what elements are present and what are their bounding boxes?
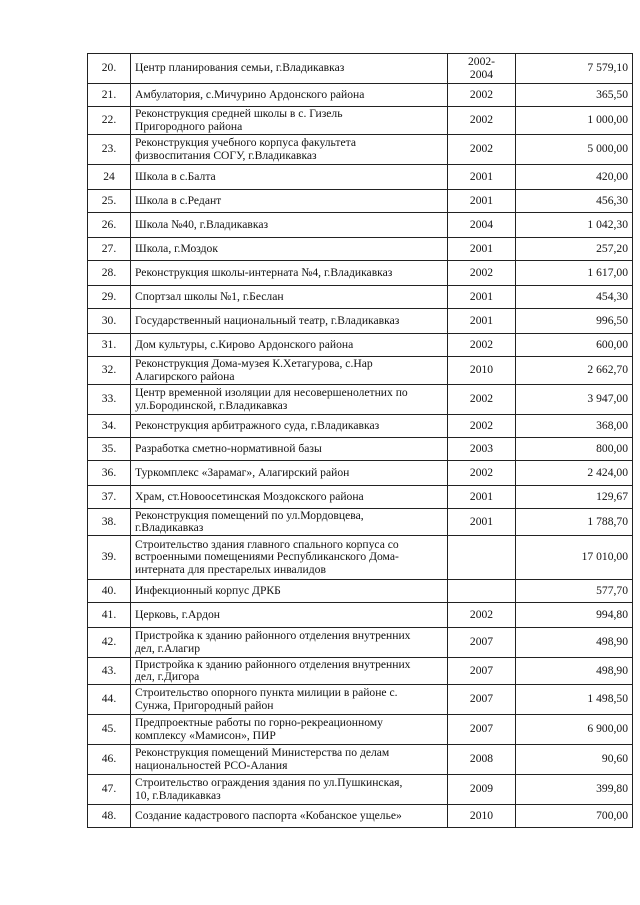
row-number: 37. xyxy=(88,486,131,509)
row-year: 2001 xyxy=(448,238,516,261)
object-name: Разработка сметно-нормативной базы xyxy=(131,438,448,461)
row-year: 2002- 2004 xyxy=(448,54,516,84)
row-year: 2002 xyxy=(448,261,516,286)
object-name: Реконструкция Дома-музея К.Хетагурова, с.Нар Алагирского района xyxy=(131,357,448,385)
row-number: 40. xyxy=(88,580,131,603)
row-amount: 1 000,00 xyxy=(516,107,633,135)
table-row xyxy=(88,165,633,190)
row-amount: 456,30 xyxy=(516,190,633,213)
table-row xyxy=(88,357,633,385)
row-number: 27. xyxy=(88,238,131,261)
row-number: 28. xyxy=(88,261,131,286)
table-row xyxy=(88,461,633,486)
object-name: Реконструкция помещений Министерства по делам национальностей РСО-Алания xyxy=(131,745,448,775)
row-number: 45. xyxy=(88,715,131,745)
row-number: 24 xyxy=(88,165,131,190)
table-row xyxy=(88,658,633,685)
table-row xyxy=(88,84,633,107)
table-row xyxy=(88,309,633,334)
row-amount: 257,20 xyxy=(516,238,633,261)
object-name: Строительство опорного пункта милиции в районе с. Сунжа, Пригородный район xyxy=(131,685,448,715)
row-number: 43. xyxy=(88,658,131,685)
table-row xyxy=(88,135,633,165)
table-row xyxy=(88,536,633,580)
row-number: 39. xyxy=(88,536,131,580)
row-amount: 498,90 xyxy=(516,658,633,685)
row-amount: 454,30 xyxy=(516,286,633,309)
object-name: Реконструкция арбитражного суда, г.Владикавказ xyxy=(131,415,448,438)
row-year: 2001 xyxy=(448,486,516,509)
row-number: 25. xyxy=(88,190,131,213)
row-year: 2007 xyxy=(448,628,516,658)
row-amount: 800,00 xyxy=(516,438,633,461)
row-amount: 368,00 xyxy=(516,415,633,438)
objects-table xyxy=(87,53,633,828)
table-row xyxy=(88,486,633,509)
row-year: 2002 xyxy=(448,603,516,628)
row-number: 34. xyxy=(88,415,131,438)
object-name: Реконструкция школы-интерната №4, г.Владикавказ xyxy=(131,261,448,286)
row-amount: 2 662,70 xyxy=(516,357,633,385)
row-number: 44. xyxy=(88,685,131,715)
row-amount: 399,80 xyxy=(516,775,633,805)
row-year: 2004 xyxy=(448,213,516,238)
row-amount: 600,00 xyxy=(516,334,633,357)
row-year: 2010 xyxy=(448,357,516,385)
row-year: 2001 xyxy=(448,309,516,334)
object-name: Строительство здания главного спального корпуса со встроенными помещениями Республиканского Дома- интерната для престарелых инвалидов xyxy=(131,536,448,580)
table-row xyxy=(88,715,633,745)
object-name: Туркомплекс «Зарамаг», Алагирский район xyxy=(131,461,448,486)
row-year: 2008 xyxy=(448,745,516,775)
row-number: 42. xyxy=(88,628,131,658)
row-year: 2001 xyxy=(448,286,516,309)
table-row xyxy=(88,213,633,238)
row-amount: 994,80 xyxy=(516,603,633,628)
row-amount: 577,70 xyxy=(516,580,633,603)
table-row xyxy=(88,286,633,309)
row-number: 29. xyxy=(88,286,131,309)
object-name: Государственный национальный театр, г.Владикавказ xyxy=(131,309,448,334)
row-year: 2001 xyxy=(448,165,516,190)
object-name: Реконструкция помещений по ул.Мордовцева, г.Владикавказ xyxy=(131,509,448,536)
object-name: Пристройка к зданию районного отделения внутренних дел, г.Алагир xyxy=(131,628,448,658)
object-name: Амбулатория, с.Мичурино Ардонского района xyxy=(131,84,448,107)
table-row xyxy=(88,628,633,658)
table-body xyxy=(88,54,633,828)
row-year: 2007 xyxy=(448,658,516,685)
row-amount: 1 617,00 xyxy=(516,261,633,286)
row-amount: 996,50 xyxy=(516,309,633,334)
object-name: Церковь, г.Ардон xyxy=(131,603,448,628)
row-amount: 2 424,00 xyxy=(516,461,633,486)
row-year: 2002 xyxy=(448,107,516,135)
object-name: Реконструкция средней школы в с. Гизель Пригородного района xyxy=(131,107,448,135)
row-number: 32. xyxy=(88,357,131,385)
object-name: Предпроектные работы по горно-рекреационному комплексу «Мамисон», ПИР xyxy=(131,715,448,745)
row-amount: 1 498,50 xyxy=(516,685,633,715)
row-amount: 3 947,00 xyxy=(516,385,633,415)
row-year: 2002 xyxy=(448,385,516,415)
table-row xyxy=(88,438,633,461)
row-year: 2010 xyxy=(448,805,516,828)
table-row xyxy=(88,385,633,415)
object-name: Школа в с.Балта xyxy=(131,165,448,190)
row-number: 22. xyxy=(88,107,131,135)
table-row xyxy=(88,415,633,438)
row-year: 2002 xyxy=(448,84,516,107)
row-number: 41. xyxy=(88,603,131,628)
row-number: 46. xyxy=(88,745,131,775)
table-row xyxy=(88,107,633,135)
row-number: 20. xyxy=(88,54,131,84)
object-name: Пристройка к зданию районного отделения внутренних дел, г.Дигора xyxy=(131,658,448,685)
row-amount: 5 000,00 xyxy=(516,135,633,165)
row-amount: 1 788,70 xyxy=(516,509,633,536)
row-year xyxy=(448,580,516,603)
table-row xyxy=(88,261,633,286)
row-amount: 90,60 xyxy=(516,745,633,775)
object-name: Центр планирования семьи, г.Владикавказ xyxy=(131,54,448,84)
row-amount: 365,50 xyxy=(516,84,633,107)
table-row xyxy=(88,775,633,805)
table-row xyxy=(88,334,633,357)
row-amount: 498,90 xyxy=(516,628,633,658)
row-number: 47. xyxy=(88,775,131,805)
object-name: Школа №40, г.Владикавказ xyxy=(131,213,448,238)
row-year: 2003 xyxy=(448,438,516,461)
row-amount: 129,67 xyxy=(516,486,633,509)
row-year: 2009 xyxy=(448,775,516,805)
row-year: 2001 xyxy=(448,509,516,536)
row-year: 2007 xyxy=(448,715,516,745)
object-name: Школа, г.Моздок xyxy=(131,238,448,261)
row-number: 36. xyxy=(88,461,131,486)
row-number: 23. xyxy=(88,135,131,165)
row-number: 31. xyxy=(88,334,131,357)
table-row xyxy=(88,509,633,536)
object-name: Спортзал школы №1, г.Беслан xyxy=(131,286,448,309)
row-number: 33. xyxy=(88,385,131,415)
table-row xyxy=(88,238,633,261)
table-row xyxy=(88,190,633,213)
object-name: Центр временной изоляции для несовершенолетних по ул.Бородинской, г.Владикавказ xyxy=(131,385,448,415)
object-name: Школа в с.Редант xyxy=(131,190,448,213)
table-row xyxy=(88,580,633,603)
row-amount: 1 042,30 xyxy=(516,213,633,238)
row-amount: 700,00 xyxy=(516,805,633,828)
row-number: 30. xyxy=(88,309,131,334)
table-row xyxy=(88,745,633,775)
object-name: Реконструкция учебного корпуса факультета физвоспитания СОГУ, г.Владикавказ xyxy=(131,135,448,165)
row-amount: 17 010,00 xyxy=(516,536,633,580)
row-number: 48. xyxy=(88,805,131,828)
object-name: Создание кадастрового паспорта «Кобанское ущелье» xyxy=(131,805,448,828)
object-name: Храм, ст.Новоосетинская Моздокского района xyxy=(131,486,448,509)
table-row xyxy=(88,805,633,828)
object-name: Инфекционный корпус ДРКБ xyxy=(131,580,448,603)
row-year: 2002 xyxy=(448,415,516,438)
table-row xyxy=(88,685,633,715)
row-amount: 420,00 xyxy=(516,165,633,190)
row-number: 38. xyxy=(88,509,131,536)
row-year: 2007 xyxy=(448,685,516,715)
row-amount: 6 900,00 xyxy=(516,715,633,745)
row-year: 2002 xyxy=(448,461,516,486)
object-name: Дом культуры, с.Кирово Ардонского района xyxy=(131,334,448,357)
row-number: 35. xyxy=(88,438,131,461)
table-row xyxy=(88,54,633,84)
row-number: 26. xyxy=(88,213,131,238)
table-row xyxy=(88,603,633,628)
row-number: 21. xyxy=(88,84,131,107)
row-year xyxy=(448,536,516,580)
row-amount: 7 579,10 xyxy=(516,54,633,84)
row-year: 2002 xyxy=(448,334,516,357)
object-name: Строительство ограждения здания по ул.Пушкинская, 10, г.Владикавказ xyxy=(131,775,448,805)
row-year: 2002 xyxy=(448,135,516,165)
row-year: 2001 xyxy=(448,190,516,213)
